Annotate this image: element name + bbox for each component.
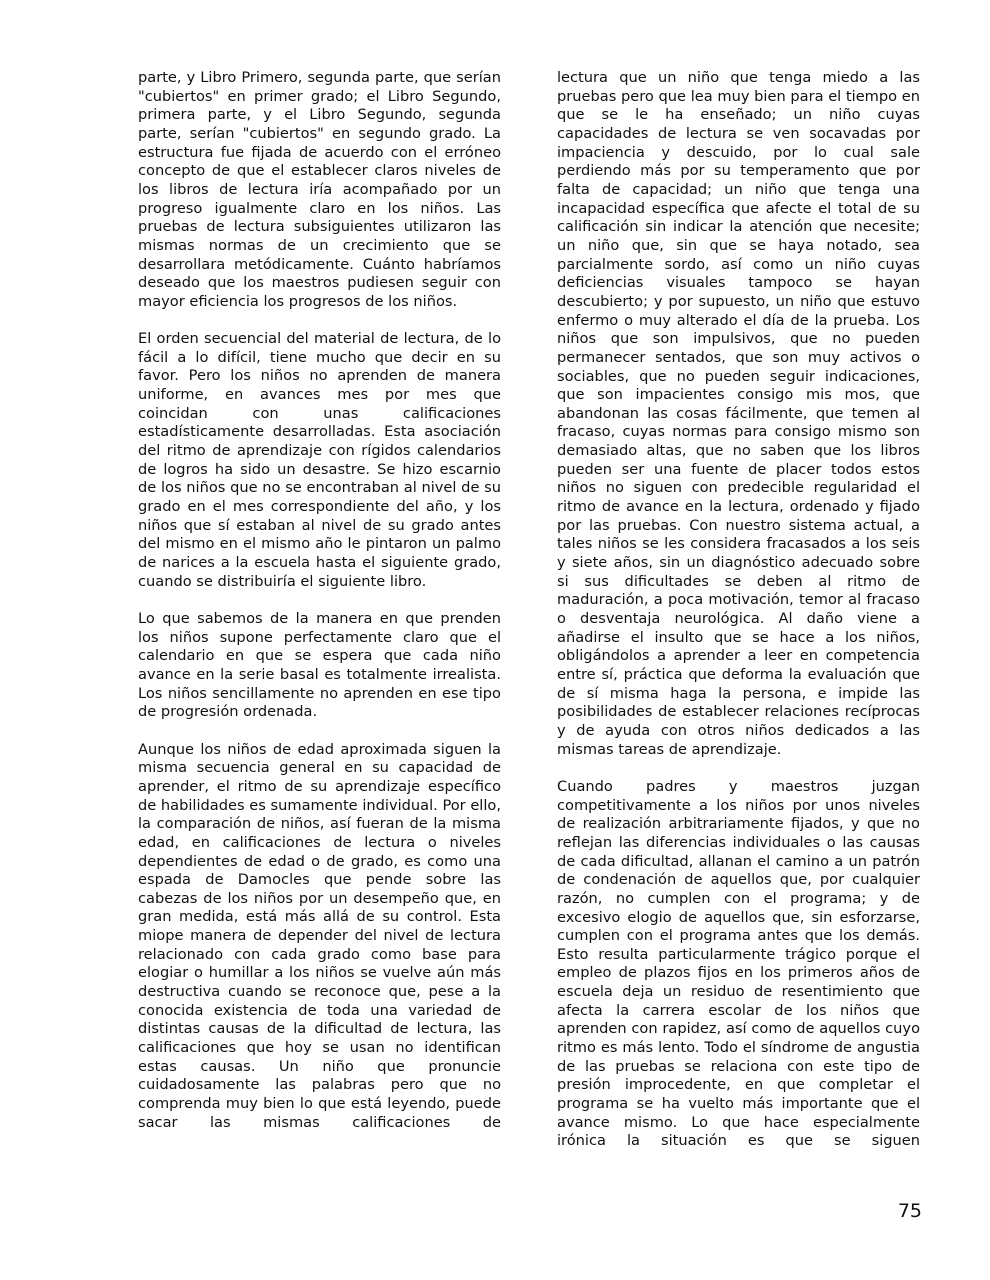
paragraph: parte, y Libro Primero, segunda parte, que serían "cubiertos" en primer grado; el Libro Segundo, primera parte, y el Libro Segundo, segunda parte, serían "cubiertos" en segundo grado. La estructura fue fijada de acuerdo con el erróneo concepto de que el establecer claros niveles de los libros de lectura iría acompañado por un progreso igualmente claro en los niños. Las pruebas de lectura subsiguientes utilizaron las mismas normas de un crecimiento que se desarrollara metódicamente. Cuánto habríamos deseado que los maestros pudiesen seguir con mayor eficiencia los progresos de los niños. bbox=[138, 69, 501, 310]
paragraph: Lo que sabemos de la manera en que prenden los niños supone perfectamente claro que el calendario en que se espera que cada niño avance en la serie basal es totalmente irrealista. Los niños sencillamente no aprenden en ese tipo de progresión ordenada. bbox=[138, 610, 501, 721]
page-number: 75 bbox=[897, 1200, 922, 1222]
right-column bbox=[557, 69, 920, 1170]
paragraph: Cuando padres y maestros juzgan competitivamente a los niños por unos niveles de realización arbitrariamente fijados, y que no reflejan las diferencias individuales o las causas de cada dificultad, allanan el camino a un patrón de condenación de aquellos que, por cualquier razón, no cumplen con el programa; y de excesivo elogio de aquellos que, sin esforzarse, cumplen con el programa antes que los demás. Esto resulta particularmente trágico porque el empleo de plazos fijos en los primeros años de escuela deja un residuo de resentimiento que afecta la carrera escolar de los niños que aprenden con rapidez, así como de aquellos cuyo ritmo es más lento. Todo el síndrome de angustia de las pruebas se relaciona con este tipo de presión improcedente, en que completar el programa se ha vuelto más importante que el avance mismo. Lo que hace especialmente irónica la situación es que se siguen bbox=[557, 777, 920, 1150]
paragraph: El orden secuencial del material de lectura, de lo fácil a lo difícil, tiene mucho que decir en su favor. Pero los niños no aprenden de manera uniforme, en avances mes por mes que coincidan con unas calificaciones estadísticamente desarrolladas. Esta asociación del ritmo de aprendizaje con rígidos calendarios de logros ha sido un desastre. Se hizo escarnio de los niños que no se encontraban al nivel de su grado en el mes correspondiente del año, y los niños que sí estaban al nivel de su grado antes del mismo en el mismo año le pintaron un palmo de narices a la escuela hasta el siguiente grado, cuando se distribuiría el siguiente libro. bbox=[138, 330, 501, 590]
left-column bbox=[138, 69, 501, 1151]
paragraph: lectura que un niño que tenga miedo a las pruebas pero que lea muy bien para el tiempo en que se le ha enseñado; un niño cuyas capacidades de lectura se ven socavadas por impaciencia y descuido, por lo cual sale perdiendo más por su temperamento que por falta de capacidad; un niño que tenga una incapacidad específica que afecte el total de su calificación sin indicar la atención que necesite; un niño que, sin que se haya notado, sea parcialmente sordo, así como un niño cuyas deficiencias visuales tampoco se hayan descubierto; y por supuesto, un niño que estuvo enfermo o muy alterado el día de la prueba. Los niños que son impulsivos, que no pueden permanecer sentados, que son muy activos o sociables, que no pueden seguir indicaciones, que son impacientes consigo mis mos, que abandonan las cosas fácilmente, que temen al fracaso, cuyas normas para consigo mismo son demasiado altas, que no saben que los libros pueden ser una fuente de placer todos estos niños no siguen con predecible regularidad el ritmo de avance en la lectura, ordenado y fijado por las pruebas. Con nuestro sistema actual, a tales niños se les considera fracasados a los seis y siete años, sin un diagnóstico adecuado sobre si sus dificultades se deben al ritmo de maduración, a poca motivación, temor al fracaso o desventaja neurológica. Al daño viene a añadirse el insulto que se hace a los niños, obligándolos a aprender a leer en competencia entre sí, práctica que deforma la evaluación que de sí misma haga la persona, e impide las posibilidades de establecer relaciones recíprocas y de ayuda con otros niños dedicados a las mismas tareas de aprendizaje. bbox=[557, 69, 920, 758]
paragraph: Aunque los niños de edad aproximada siguen la misma secuencia general en su capacidad de aprender, el ritmo de su aprendizaje específico de habilidades es sumamente individual. Por ello, la comparación de niños, así fueran de la misma edad, en calificaciones de lectura o niveles dependientes de edad o de grado, es como una espada de Damocles que pende sobre las cabezas de los niños por un desempeño que, en gran medida, está más allá de su control. Esta miope manera de depender del nivel de lectura relacionado con cada grado como base para elogiar o humillar a los niños se vuelve aún más destructiva cuando se reconoce que, pese a la conocida existencia de toda una variedad de distintas causas de la dificultad de lectura, las calificaciones que hoy se usan no identifican estas causas. Un niño que pronuncie cuidadosamente las palabras pero que no comprenda muy bien lo que está leyendo, puede sacar las mismas calificaciones de bbox=[138, 740, 501, 1131]
